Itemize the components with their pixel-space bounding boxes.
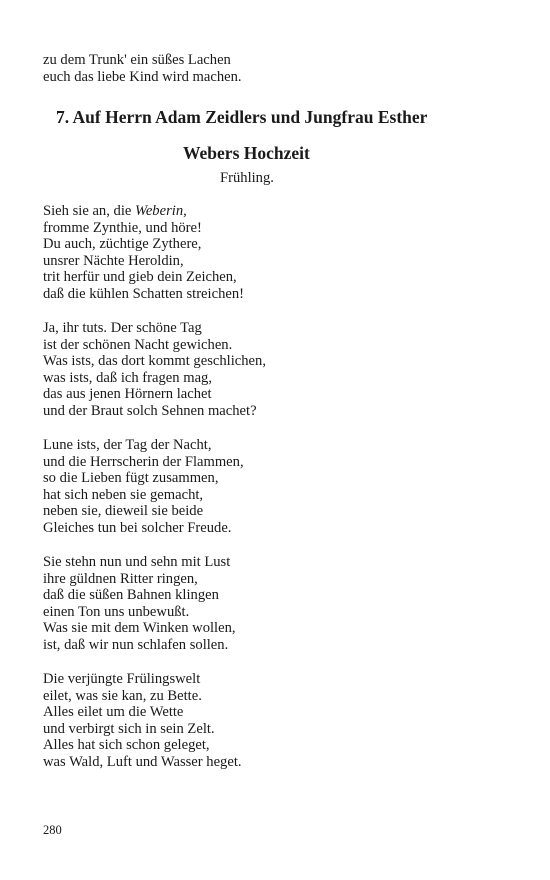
stanza-4-line-6: ist, daß wir nun schlafen sollen. xyxy=(43,636,229,653)
intro-line-1: zu dem Trunk' ein süßes Lachen xyxy=(43,52,231,68)
stanza-4-line-3: daß die süßen Bahnen klingen xyxy=(43,587,219,603)
stanza-3-line-5: neben sie, dieweil sie beide xyxy=(43,503,204,519)
stanza-5-line-3: Alles eilet um die Wette xyxy=(43,704,184,720)
stanza-3-line-4: hat sich neben sie gemacht, xyxy=(43,486,204,503)
stanza-5-line-5: Alles hat sich schon geleget, xyxy=(43,737,210,753)
stanza-3-line-1: Lune ists, der Tag der Nacht, xyxy=(43,437,212,453)
page-number: 280 xyxy=(43,823,62,837)
stanza-3-line-3: so die Lieben fügt zusammen, xyxy=(43,470,219,486)
stanza-3-line-6: Gleiches tun bei solcher Freude. xyxy=(43,519,232,536)
stanza-5-line-6: was Wald, Luft und Wasser heget. xyxy=(43,753,242,770)
stanza-1-line-1-prefix: Sieh sie an, die xyxy=(43,203,136,219)
poem-title-line-1: 7. Auf Herrn Adam Zeidlers und Jungfrau Esther xyxy=(56,107,428,127)
poem-subtitle: Frühling. xyxy=(220,170,274,186)
stanza-2-line-1: Ja, ihr tuts. Der schöne Tag xyxy=(43,320,202,336)
stanza-2-line-5: das aus jenen Hörnern lachet xyxy=(43,386,212,402)
stanza-3-line-2: und die Herrscherin der Flammen, xyxy=(43,453,244,470)
stanza-2-line-6: und der Braut solch Sehnen machet? xyxy=(43,402,257,419)
stanza-4-line-2: ihre güldnen Ritter ringen, xyxy=(43,570,198,587)
stanza-1-line-5: trit herfür und gieb dein Zeichen, xyxy=(43,269,237,285)
stanza-5-line-1: Die verjüngte Frülingswelt xyxy=(43,671,201,687)
intro-line-2: euch das liebe Kind wird machen. xyxy=(43,69,242,85)
stanza-2-line-3: Was ists, das dort kommt geschlichen, xyxy=(43,353,266,369)
stanza-4-line-5: Was sie mit dem Winken wollen, xyxy=(43,620,236,636)
poem-title-line-2: Webers Hochzeit xyxy=(183,143,310,163)
stanza-5-line-2: eilet, was sie kan, zu Bette. xyxy=(43,687,202,704)
stanza-1-line-2: fromme Zynthie, und höre! xyxy=(43,219,202,236)
stanza-1-line-6: daß die kühlen Schatten streichen! xyxy=(43,285,244,302)
stanza-1-line-1 xyxy=(43,203,187,220)
stanza-4-line-4: einen Ton uns unbewußt. xyxy=(43,603,190,620)
stanza-4-line-1: Sie stehn nun und sehn mit Lust xyxy=(43,554,231,570)
stanza-2-line-4: was ists, daß ich fragen mag, xyxy=(43,369,212,386)
stanza-1-line-1-italic: Weberin, xyxy=(135,203,187,219)
stanza-1-line-4: unsrer Nächte Heroldin, xyxy=(43,252,184,269)
stanza-2-line-2: ist der schönen Nacht gewichen. xyxy=(43,336,233,353)
stanza-5-line-4: und verbirgt sich in sein Zelt. xyxy=(43,720,215,737)
stanza-1-line-3: Du auch, züchtige Zythere, xyxy=(43,236,202,252)
